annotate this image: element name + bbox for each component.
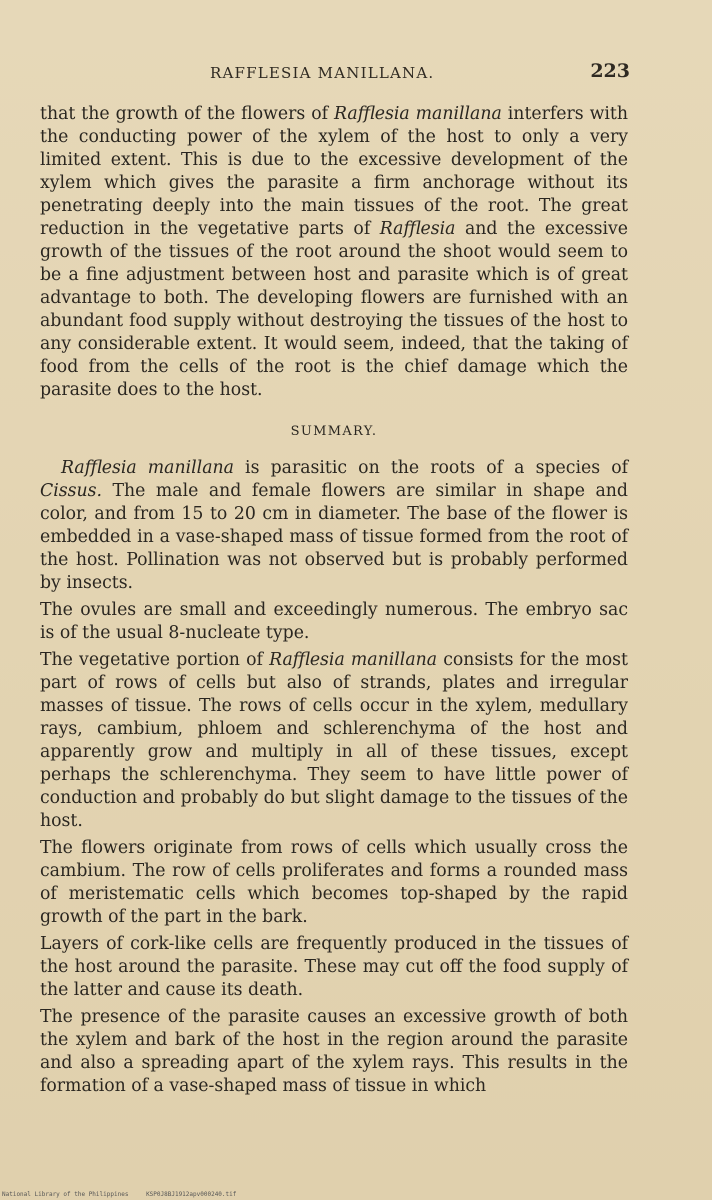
paragraph: that the growth of the flowers of Rafflesia manillana interfers with the conducting power of the xylem of the host to only a very limited extent. This is due to the excessive development of the xylem which gives the parasite a firm anchorage without its penetrating deeply into the main tissues of the root. The great reduction in the vegetative parts of Rafflesia and the excessive growth of the tissues of the root around the shoot would seem to be a fine adjustment between host and parasite which is of great advantage to both. The developing flowers are furnished with an abundant food supply without destroying the tissues of the host to any considerable extent. It would seem, indeed, that the taking of food from the cells of the root is the chief damage which the parasite does to the host. [40, 104, 628, 400]
paragraph: Rafflesia manillana is parasitic on the roots of a species of Cissus. The male and female flowers are similar in shape and color, and from 15 to 20 cm in diameter. The base of the flower is embedded in a vase-shaped mass of tissue formed from the root of the host. Pollination was not observed but is probably performed by insects. [40, 458, 628, 593]
footer-file-id: KSP0J8BJ1912apv000240.tif [146, 1191, 237, 1198]
genus-name: Rafflesia [379, 219, 456, 239]
paragraph: The ovules are small and exceedingly numerous. The embryo sac is of the usual 8-nucleate type. [40, 600, 628, 643]
body-text [40, 103, 628, 1098]
section-heading-summary: SUMMARY. [290, 424, 378, 439]
footer-source: National Library of the Philippines [2, 1191, 129, 1198]
species-name: Rafflesia manillana [334, 104, 502, 124]
running-title: RAFFLESIA MANILLANA. [210, 64, 435, 82]
species-name: Rafflesia manillana [269, 650, 438, 670]
page-number: 223 [590, 60, 630, 82]
paragraph: The flowers originate from rows of cells which usually cross the cambium. The row of cells proliferates and forms a rounded mass of meristematic cells which becomes top-shaped by the rapid growth of the part in the bark. [40, 838, 628, 927]
paragraph: The vegetative portion of Rafflesia manillana consists for the most part of rows of cells but also of strands, plates and irregular masses of tissue. The rows of cells occur in the xylem, medullary rays, cambium, phloem and schlerenchyma of the host and apparently grow and multiply in all of these tissues, except perhaps the schlerenchyma. They seem to have little power of conduction and probably do but slight damage to the tissues of the host. [40, 650, 628, 831]
paragraph: The presence of the parasite causes an excessive growth of both the xylem and bark of the host in the region around the parasite and also a spreading apart of the xylem rays. This results in the formation of a vase-shaped mass of tissue in which [40, 1007, 628, 1096]
paragraph: Layers of cork-like cells are frequently produced in the tissues of the host around the parasite. These may cut off the food supply of the latter and cause its death. [40, 934, 628, 1000]
scan-footer [0, 1191, 712, 1198]
page-header [60, 60, 630, 90]
species-name: Rafflesia manillana [61, 458, 234, 478]
genus-name: Cissus. [40, 481, 102, 501]
